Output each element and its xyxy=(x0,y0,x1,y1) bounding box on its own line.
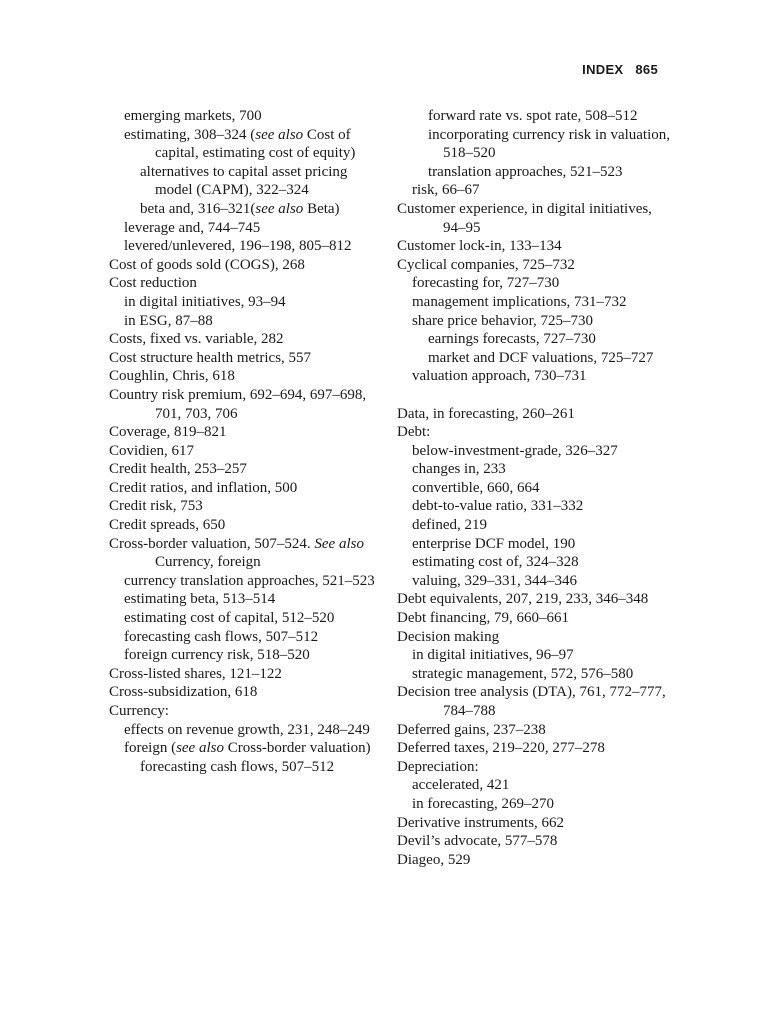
index-subentry: currency translation approaches, 521–523 xyxy=(124,572,375,589)
index-entry: Costs, fixed vs. variable, 282 xyxy=(109,331,284,348)
index-subentry: estimating, 308–324 (see also Cost of capital, estimating cost of equity) xyxy=(124,126,356,162)
index-entry: Credit spreads, 650 xyxy=(109,517,226,534)
index-entry: Coverage, 819–821 xyxy=(109,424,227,441)
index-entry: Covidien, 617 xyxy=(109,442,194,459)
index-subentry: changes in, 233 xyxy=(412,461,506,478)
index-entry: Decision tree analysis (DTA), 761, 772–777, 784–788 xyxy=(397,684,666,719)
index-subentry: strategic management, 572, 576–580 xyxy=(412,665,634,682)
index-entry: Cyclical companies, 725–732 xyxy=(397,256,575,273)
index-subentry: incorporating currency risk in valuation, 518–520 xyxy=(428,126,671,162)
index-subentry: effects on revenue growth, 231, 248–249 xyxy=(124,721,370,738)
index-subentry: debt-to-value ratio, 331–332 xyxy=(412,498,584,515)
index-entry: Cost reduction xyxy=(109,275,197,292)
index-subentry: beta and, 316–321(see also Beta) xyxy=(140,200,340,217)
index-subentry: earnings forecasts, 727–730 xyxy=(428,331,596,348)
index-subentry: foreign (see also Cross-border valuation) xyxy=(124,740,371,757)
index-entry: Data, in forecasting, 260–261 xyxy=(397,405,575,422)
index-subentry: forecasting for, 727–730 xyxy=(412,275,560,292)
index-column-left xyxy=(109,107,384,776)
index-entry: Decision making xyxy=(397,628,500,645)
index-entry: Diageo, 529 xyxy=(397,851,471,868)
index-subentry: convertible, 660, 664 xyxy=(412,479,540,496)
page-header xyxy=(582,62,658,77)
index-entry: Customer experience, in digital initiatives, 94–95 xyxy=(397,200,652,236)
index-subentry: forecasting cash flows, 507–512 xyxy=(140,758,335,775)
index-entry: Cost structure health metrics, 557 xyxy=(109,349,312,366)
index-entry: Country risk premium, 692–694, 697–698, 701, 703, 706 xyxy=(109,386,367,422)
index-subentry: estimating cost of capital, 512–520 xyxy=(124,610,335,627)
index-entry: Coughlin, Chris, 618 xyxy=(109,368,235,385)
index-entry: Credit risk, 753 xyxy=(109,498,203,515)
page-number: 865 xyxy=(635,62,658,77)
index-entry: Deferred taxes, 219–220, 277–278 xyxy=(397,740,605,757)
index-entry: Customer lock-in, 133–134 xyxy=(397,238,562,255)
index-subentry: levered/unlevered, 196–198, 805–812 xyxy=(124,238,352,255)
index-subentry: share price behavior, 725–730 xyxy=(412,312,594,329)
index-subentry: translation approaches, 521–523 xyxy=(428,163,623,180)
index-subentry: risk, 66–67 xyxy=(412,182,480,199)
index-subentry: accelerated, 421 xyxy=(412,777,510,794)
index-entry: Devil’s advocate, 577–578 xyxy=(397,833,558,850)
index-entry: Derivative instruments, 662 xyxy=(397,814,565,831)
index-subentry: emerging markets, 700 xyxy=(124,108,262,124)
index-subentry: valuing, 329–331, 344–346 xyxy=(412,572,577,589)
index-column-right xyxy=(397,107,672,869)
index-subentry: forward rate vs. spot rate, 508–512 xyxy=(428,108,638,124)
index-entry: Cross-border valuation, 507–524. See also Currency, foreign xyxy=(109,535,364,571)
index-subentry: market and DCF valuations, 725–727 xyxy=(428,349,654,366)
index-entry: Debt equivalents, 207, 219, 233, 346–348 xyxy=(397,591,649,608)
index-subentry: below-investment-grade, 326–327 xyxy=(412,442,618,459)
index-subentry: enterprise DCF model, 190 xyxy=(412,535,576,552)
index-subentry: in digital initiatives, 96–97 xyxy=(412,647,574,664)
index-subentry: defined, 219 xyxy=(412,517,487,534)
index-subentry: estimating cost of, 324–328 xyxy=(412,554,579,571)
entry-gap xyxy=(397,386,672,405)
index-subentry: valuation approach, 730–731 xyxy=(412,368,587,385)
index-subentry: foreign currency risk, 518–520 xyxy=(124,647,310,664)
index-entry: Cross-subsidization, 618 xyxy=(109,684,258,701)
index-subentry: in ESG, 87–88 xyxy=(124,312,213,329)
index-subentry: alternatives to capital asset pricing model (CAPM), 322–324 xyxy=(140,163,348,199)
index-entry: Currency: xyxy=(109,703,169,719)
index-entry: Credit ratios, and inflation, 500 xyxy=(109,479,298,496)
running-head: INDEX xyxy=(582,62,624,77)
index-subentry: in digital initiatives, 93–94 xyxy=(124,293,286,310)
index-subentry: in forecasting, 269–270 xyxy=(412,795,555,812)
index-entry: Deferred gains, 237–238 xyxy=(397,721,546,738)
index-subentry: forecasting cash flows, 507–512 xyxy=(124,628,319,645)
index-subentry: management implications, 731–732 xyxy=(412,293,627,310)
index-entry: Cross-listed shares, 121–122 xyxy=(109,665,282,682)
index-subentry: estimating beta, 513–514 xyxy=(124,591,276,608)
index-entry: Depreciation: xyxy=(397,758,479,775)
index-subentry: leverage and, 744–745 xyxy=(124,219,261,236)
index-entry: Debt financing, 79, 660–661 xyxy=(397,610,570,627)
index-entry: Credit health, 253–257 xyxy=(109,461,247,478)
index-entry: Cost of goods sold (COGS), 268 xyxy=(109,256,305,273)
index-entry: Debt: xyxy=(397,424,431,441)
